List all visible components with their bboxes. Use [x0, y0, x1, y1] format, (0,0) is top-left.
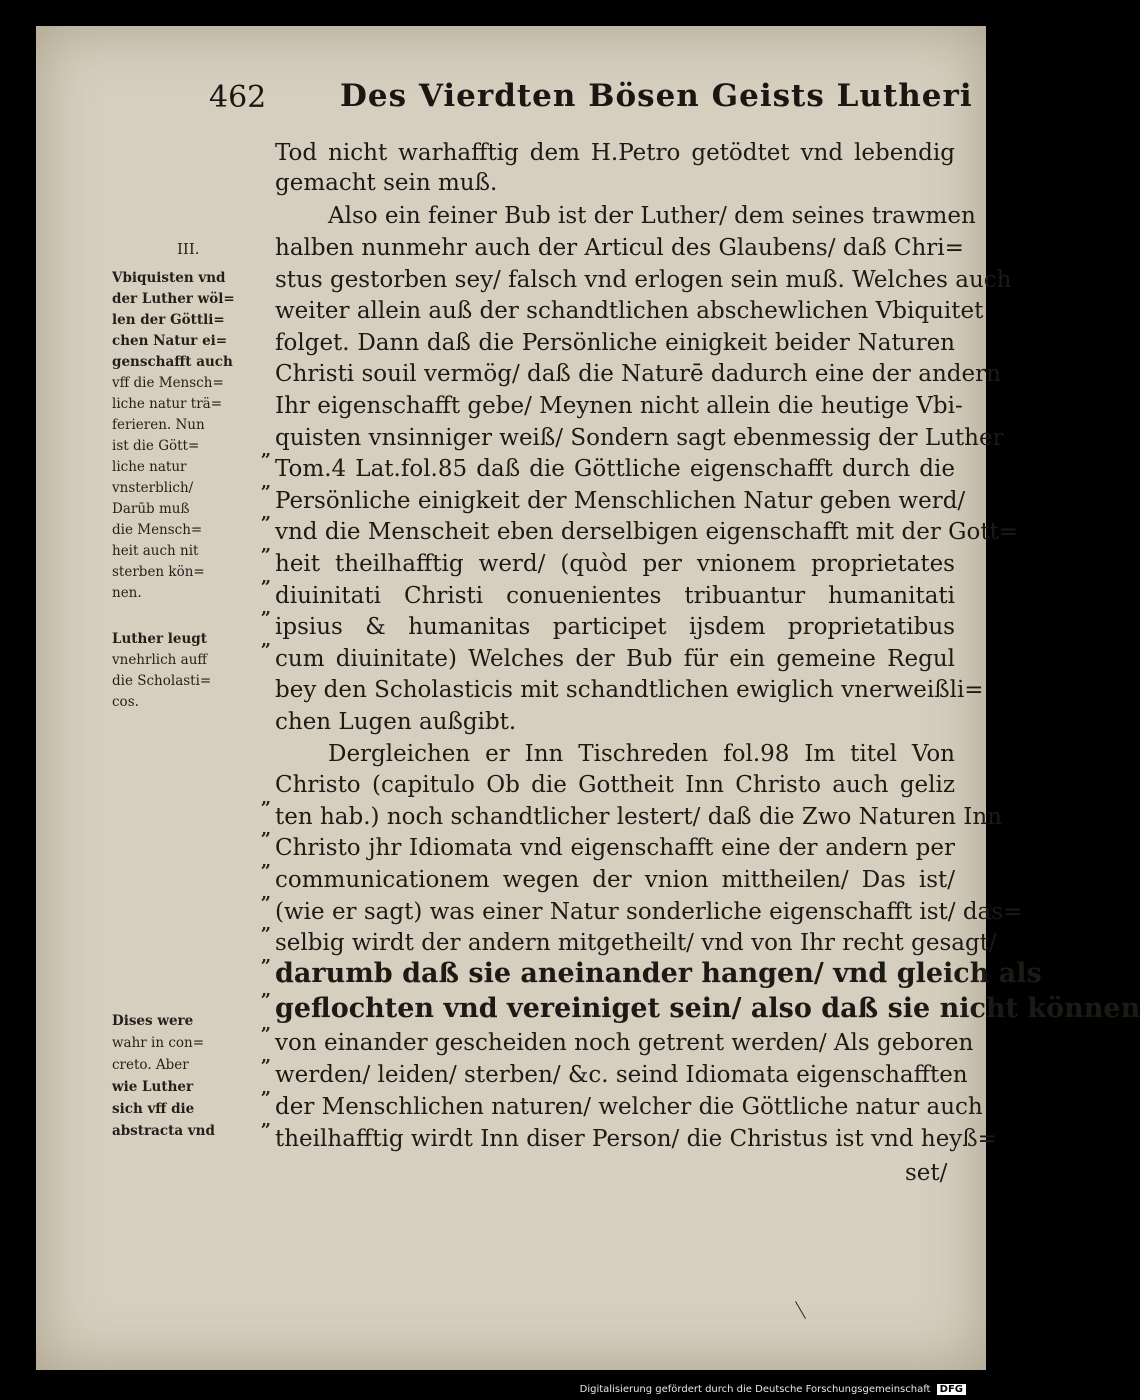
marginal-note-line: ferieren. Nun	[112, 417, 205, 433]
marginal-note-line: abstracta vnd	[112, 1123, 215, 1139]
body-line: diuinitati Christi conuenientes tribuantur humanitati	[275, 583, 955, 609]
body-line: vnd die Menscheit eben derselbigen eigenschafft mit der Gott=	[275, 519, 1019, 545]
body-line: Also ein feiner Bub ist der Luther/ dem seines trawmen	[328, 203, 976, 229]
running-head: Des Vierdten Bösen Geists Lutheri	[340, 78, 973, 114]
footer-credit-text: Digitalisierung gefördert durch die Deutsche Forschungsgemeinschaft	[579, 1384, 931, 1395]
quote-mark: ”	[260, 1120, 271, 1141]
body-line: Tom.4 Lat.fol.85 daß die Göttliche eigenschafft durch die	[275, 456, 955, 482]
body-line: set/	[905, 1160, 948, 1186]
body-line: cum diuinitate) Welches der Bub für ein gemeine Regul	[275, 646, 955, 672]
marginal-note-line: len der Göttli=	[112, 312, 225, 328]
body-line: halben nunmehr auch der Articul des Glaubens/ daß Chri=	[275, 235, 964, 261]
marginal-note-line: Luther leugt	[112, 631, 207, 647]
marginal-note-line: liche natur trä=	[112, 396, 223, 412]
body-line: heit theilhafftig werd/ (quòd per vnionem proprietates	[275, 551, 955, 577]
body-line: selbig wirdt der andern mitgetheilt/ vnd von Ihr recht gesagt/	[275, 930, 997, 956]
marginal-note-line: heit auch nit	[112, 543, 199, 559]
body-line: Christo (capitulo Ob die Gottheit Inn Christo auch geliz	[275, 772, 955, 798]
marginal-note-line: die Mensch=	[112, 522, 203, 538]
body-line: von einander gescheiden noch getrent werden/ Als geboren	[275, 1030, 974, 1056]
marginal-note-line: liche natur	[112, 459, 187, 475]
quote-mark: ”	[260, 924, 271, 945]
quote-mark: ”	[260, 1088, 271, 1109]
quote-mark: ”	[260, 956, 271, 977]
body-line: weiter allein auß der schandtlichen abschewlichen Vbiquitet	[275, 298, 984, 324]
body-line: Dergleichen er Inn Tischreden fol.98 Im titel Von	[328, 741, 955, 767]
dfg-logo: DFG	[937, 1384, 966, 1395]
quote-mark: ”	[260, 1056, 271, 1077]
marginal-note-line: die Scholasti=	[112, 673, 212, 689]
body-line: Ihr eigenschafft gebe/ Meynen nicht allein die heutige Vbi-	[275, 393, 963, 419]
marginal-note-line: wie Luther	[112, 1079, 194, 1095]
body-line: Persönliche einigkeit der Menschlichen Natur geben werd/	[275, 488, 966, 514]
page-number: 462	[209, 80, 267, 115]
footer-credit	[580, 1384, 966, 1395]
body-line: ten hab.) noch schandtlicher lestert/ daß die Zwo Naturen Inn	[275, 804, 1002, 830]
quote-mark: ”	[260, 608, 271, 629]
quote-mark: ”	[260, 545, 271, 566]
body-line: werden/ leiden/ sterben/ &c. seind Idiomata eigenschafften	[275, 1062, 968, 1088]
quote-mark: ”	[260, 990, 271, 1011]
marginal-note-line: sich vff die	[112, 1101, 195, 1117]
marginal-note-line: Dises were	[112, 1013, 194, 1029]
quote-mark: ”	[260, 829, 271, 850]
body-line: darumb daß sie aneinander hangen/ vnd gleich als	[275, 958, 1042, 989]
quote-mark: ”	[260, 482, 271, 503]
body-line: bey den Scholasticis mit schandtlichen ewiglich vnerweißli=	[275, 677, 984, 703]
body-line: quisten vnsinniger weiß/ Sondern sagt ebenmessig der Luther	[275, 425, 1004, 451]
marginal-number: III.	[177, 240, 200, 258]
body-line: theilhafftig wirdt Inn diser Person/ die Christus ist vnd heyß=	[275, 1126, 997, 1152]
marginal-note-line: Darūb muß	[112, 501, 190, 517]
quote-mark: ”	[260, 640, 271, 661]
marginal-note-line: chen Natur ei=	[112, 333, 228, 349]
quote-mark: ”	[260, 893, 271, 914]
marginal-note-line: wahr in con=	[112, 1035, 205, 1051]
marginal-note-line: creto. Aber	[112, 1057, 189, 1073]
marginal-note-line: Vbiquisten vnd	[112, 270, 226, 286]
marginal-note-line: der Luther wöl=	[112, 291, 235, 307]
body-line: der Menschlichen naturen/ welcher die Göttliche natur auch	[275, 1094, 983, 1120]
marginal-note-line: genschafft auch	[112, 354, 233, 370]
marginal-note-line: sterben kön=	[112, 564, 205, 580]
quote-mark: ”	[260, 450, 271, 471]
body-line: Christi souil vermög/ daß die Naturē dadurch eine der andern	[275, 361, 1001, 387]
quote-mark: ”	[260, 861, 271, 882]
body-line: (wie er sagt) was einer Natur sonderliche eigenschafft ist/ das=	[275, 899, 1023, 925]
marginal-note-line: vff die Mensch=	[112, 375, 224, 391]
body-line: stus gestorben sey/ falsch vnd erlogen sein muß. Welches auch	[275, 267, 1012, 293]
body-line: gemacht sein muß.	[275, 170, 498, 196]
marginal-note-line: cos.	[112, 694, 139, 710]
body-line: Tod nicht warhafftig dem H.Petro getödtet vnd lebendig	[275, 140, 955, 166]
quote-mark: ”	[260, 577, 271, 598]
marginal-note-line: vnehrlich auff	[112, 652, 207, 668]
body-line: chen Lugen außgibt.	[275, 709, 517, 735]
quote-mark: ”	[260, 513, 271, 534]
body-line: communicationem wegen der vnion mittheilen/ Das ist/	[275, 867, 955, 893]
body-line: geflochten vnd vereiniget sein/ also daß sie nicht können	[275, 993, 1140, 1024]
body-line: ipsius & humanitas participet ijsdem proprietatibus	[275, 614, 955, 640]
marginal-note-line: nen.	[112, 585, 142, 601]
body-line: Christo jhr Idiomata vnd eigenschafft eine der andern per	[275, 835, 955, 861]
marginal-note-line: vnsterblich/	[112, 480, 194, 496]
body-line: folget. Dann daß die Persönliche einigkeit beider Naturen	[275, 330, 955, 356]
marginal-note-line: ist die Gött=	[112, 438, 200, 454]
quote-mark: ”	[260, 798, 271, 819]
quote-mark: ”	[260, 1024, 271, 1045]
